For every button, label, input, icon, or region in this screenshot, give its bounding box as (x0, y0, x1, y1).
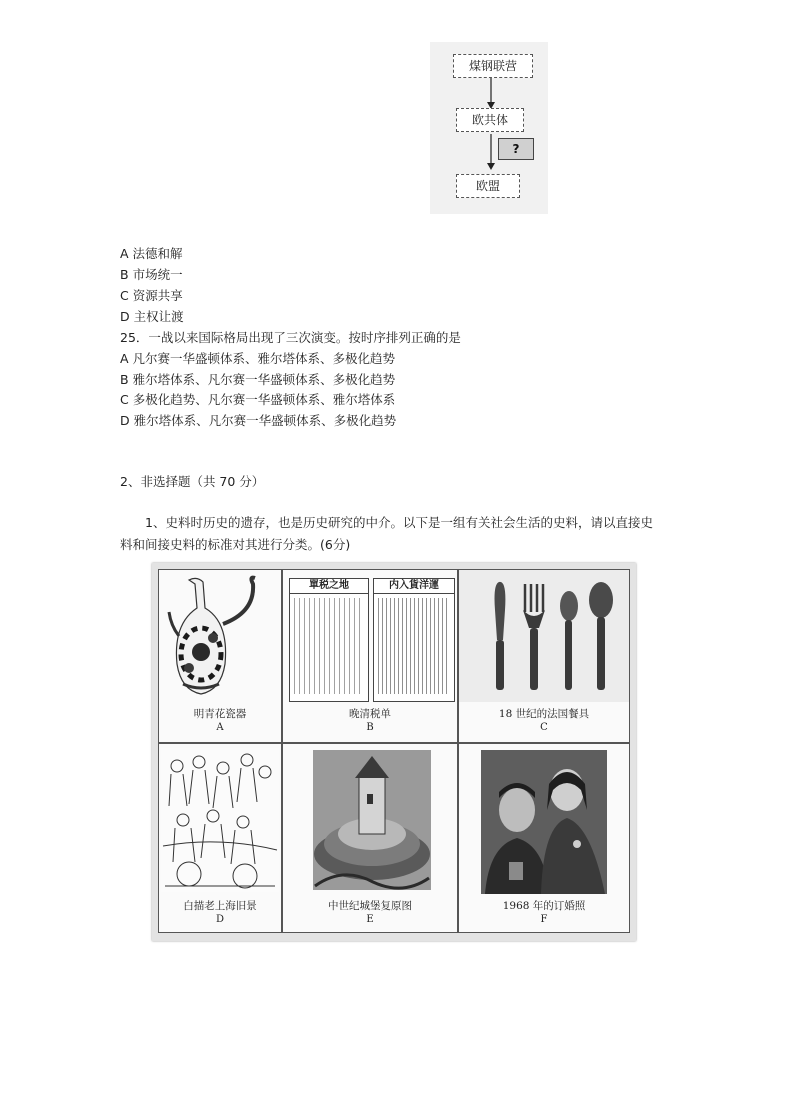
doc-header-right: 内入貨洋運 (374, 579, 454, 594)
q25-stem: 25．一战以来国际格局出现了三次演变。按时序排列正确的是 (120, 330, 461, 345)
cutlery-image (459, 570, 629, 702)
letter-e: E (366, 914, 374, 925)
grid-cell-b (282, 569, 458, 743)
shanghai-sketch-image (159, 746, 281, 896)
porcelain-ewer-image (159, 572, 281, 704)
flow-diagram (430, 42, 548, 214)
q25-option-c: C 多极化趋势、凡尔赛一华盛顿体系、雅尔塔体系 (120, 392, 396, 407)
q25-option-b: B 雅尔塔体系、凡尔赛一华盛顿体系、多极化趋势 (120, 372, 396, 387)
tax-document-left (289, 578, 369, 702)
grid-cell-c (458, 569, 630, 743)
caption-c: 18 世纪的法国餐具 (498, 708, 590, 720)
caption-e: 中世纪城堡复原图 (328, 900, 412, 912)
doc-header-left: 單税之地 (290, 579, 368, 594)
node-ec: 欧共体 (456, 108, 524, 132)
grid-cell-f (458, 743, 630, 933)
q24-option-a: A 法德和解 (120, 246, 183, 261)
q24-option-d: D 主权让渡 (120, 309, 184, 324)
engagement-photo-image (459, 746, 629, 896)
question-box: ? (498, 138, 534, 160)
q1-text: 1、史料时历史的遗存，也是历史研究的中介。以下是一组有关社会生活的史料，请以直接史料和间接史料的标准对其进行分类。(6分) (120, 515, 653, 552)
caption-a: 明青花瓷器 (193, 708, 247, 720)
caption-b: 晚清税单 (349, 708, 391, 720)
letter-d: D (215, 914, 225, 925)
q25-option-a: A 凡尔赛一华盛顿体系、雅尔塔体系、多极化趋势 (120, 351, 396, 366)
letter-c: C (540, 722, 548, 733)
q24-option-c: C 资源共享 (120, 288, 183, 303)
letter-b: B (366, 722, 374, 733)
node-eu: 欧盟 (456, 174, 520, 198)
source-image-grid (152, 563, 636, 941)
q25-option-d: D 雅尔塔体系、凡尔赛一华盛顿体系、多极化趋势 (120, 413, 397, 428)
grid-cell-e (282, 743, 458, 933)
caption-d: 白描老上海旧景 (183, 900, 257, 912)
grid-cell-a (158, 569, 282, 743)
grid-cell-d (158, 743, 282, 933)
section2-heading: 2、非选择题（共 70 分） (120, 474, 265, 489)
tax-document-right (373, 578, 455, 702)
q24-option-b: B 市场统一 (120, 267, 183, 282)
letter-f: F (540, 914, 548, 925)
node-coal-steel: 煤钢联营 (453, 54, 533, 78)
caption-f: 1968 年的订婚照 (502, 900, 586, 912)
letter-a: A (216, 722, 224, 733)
castle-image (283, 746, 457, 896)
